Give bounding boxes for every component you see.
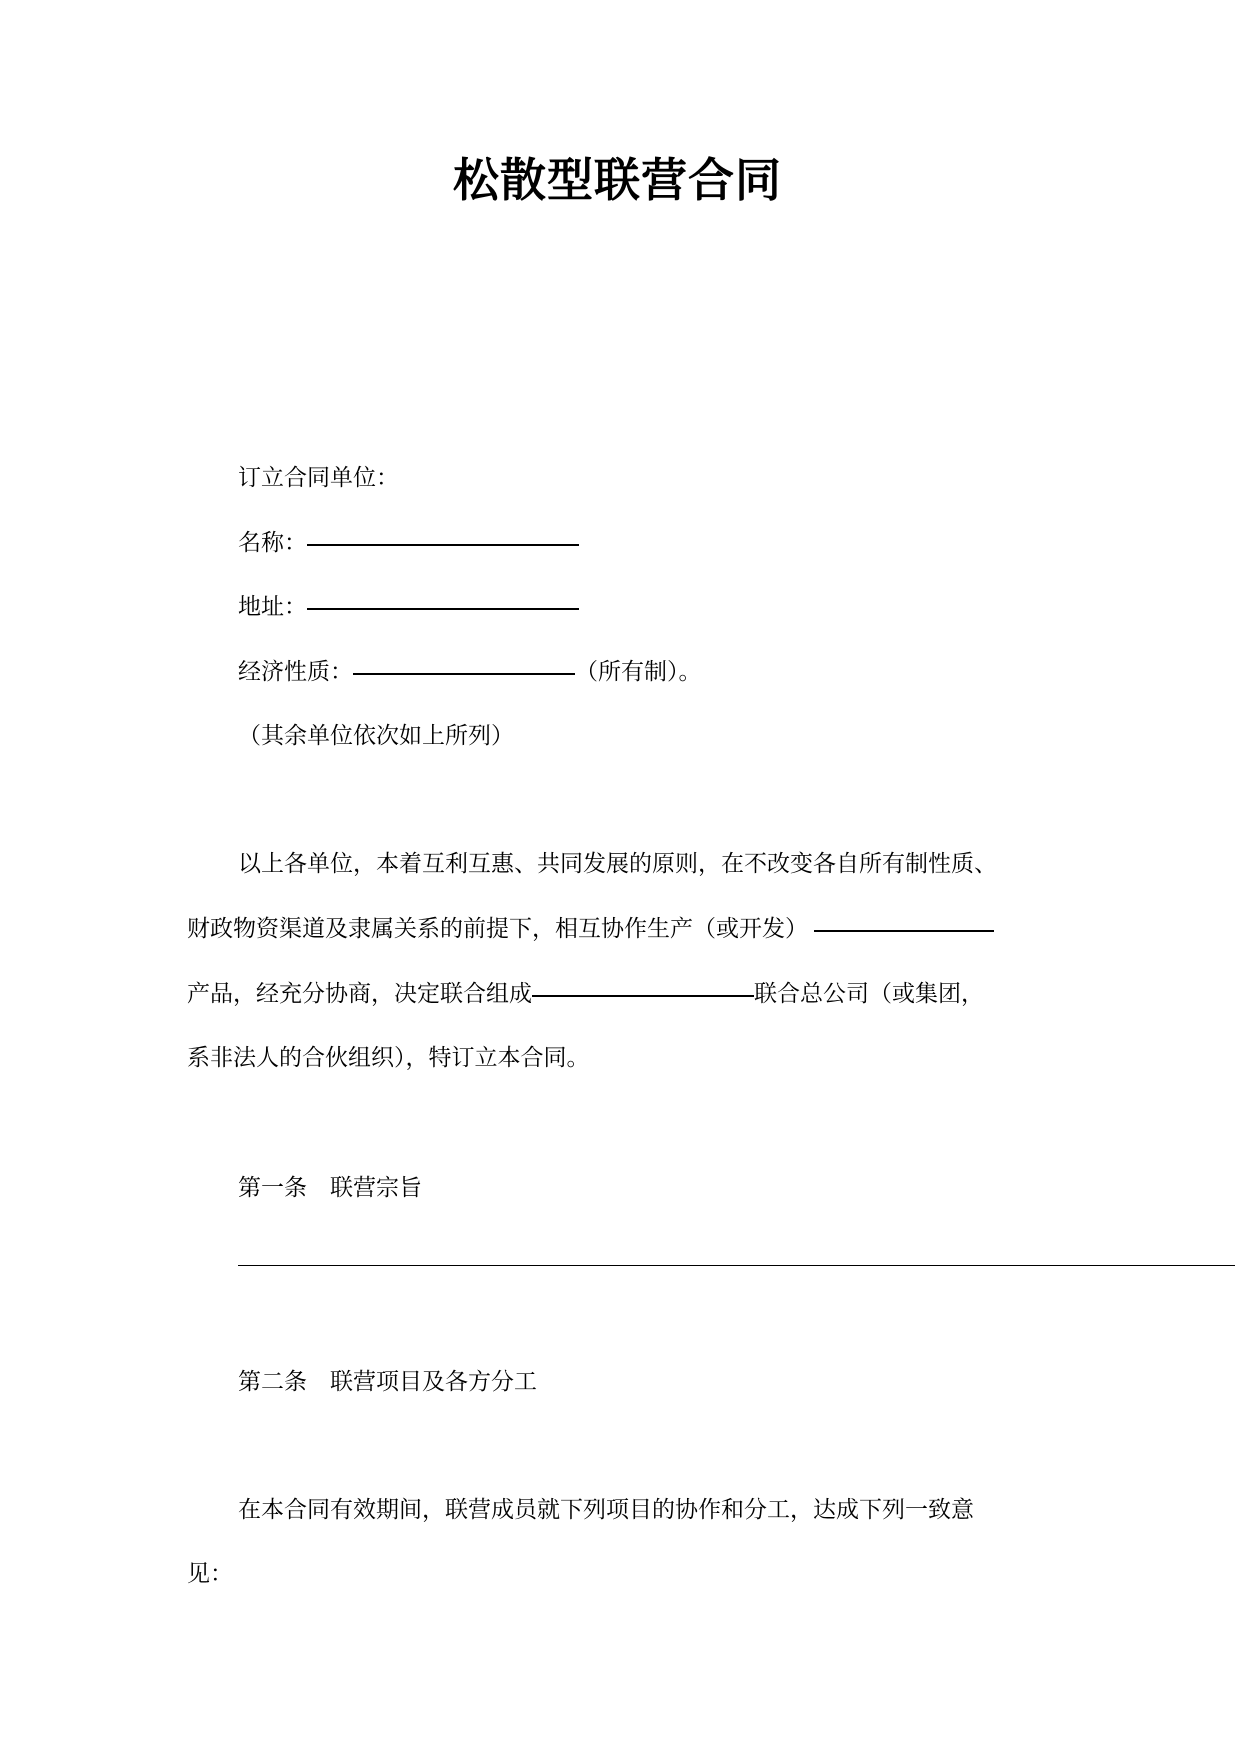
name-row	[238, 527, 579, 559]
address-blank	[307, 607, 579, 610]
document-title: 松散型联营合同	[453, 153, 782, 207]
economic-nature-blank	[353, 672, 575, 675]
article-2-body-line-1: 在本合同有效期间，联营成员就下列项目的协作和分工，达成下列一致意	[238, 1497, 974, 1523]
product-blank	[814, 929, 994, 932]
name-blank	[307, 543, 579, 546]
parties-heading: 订立合同单位：	[238, 465, 399, 491]
article-1-fill-line	[238, 1265, 1235, 1266]
preamble-line-2: 财政物资渠道及隶属关系的前提下，相互协作生产（或开发）	[187, 916, 808, 942]
name-label: 名称：	[238, 530, 307, 556]
preamble-line-2-row	[187, 913, 994, 945]
address-row	[238, 591, 579, 623]
other-units-note: （其余单位依次如上所列）	[238, 723, 514, 749]
preamble-line-4: 系非法人的合伙组织），特订立本合同。	[187, 1045, 590, 1071]
preamble-line-3b: 联合总公司（或集团，	[754, 981, 984, 1007]
article-2-body-line-2: 见：	[187, 1561, 233, 1587]
article-1-heading: 第一条 联营宗旨	[238, 1175, 422, 1201]
company-name-blank	[532, 994, 754, 997]
address-label: 地址：	[238, 594, 307, 620]
economic-nature-label: 经济性质：	[238, 659, 353, 685]
preamble-line-3-row	[187, 978, 984, 1010]
ownership-suffix: （所有制）。	[575, 659, 702, 685]
economic-nature-row	[238, 656, 702, 688]
preamble-line-3a: 产品，经充分协商，决定联合组成	[187, 981, 532, 1007]
article-2-heading: 第二条 联营项目及各方分工	[238, 1369, 537, 1395]
preamble-line-1: 以上各单位，本着互利互惠、共同发展的原则，在不改变各自所有制性质、	[238, 851, 997, 877]
